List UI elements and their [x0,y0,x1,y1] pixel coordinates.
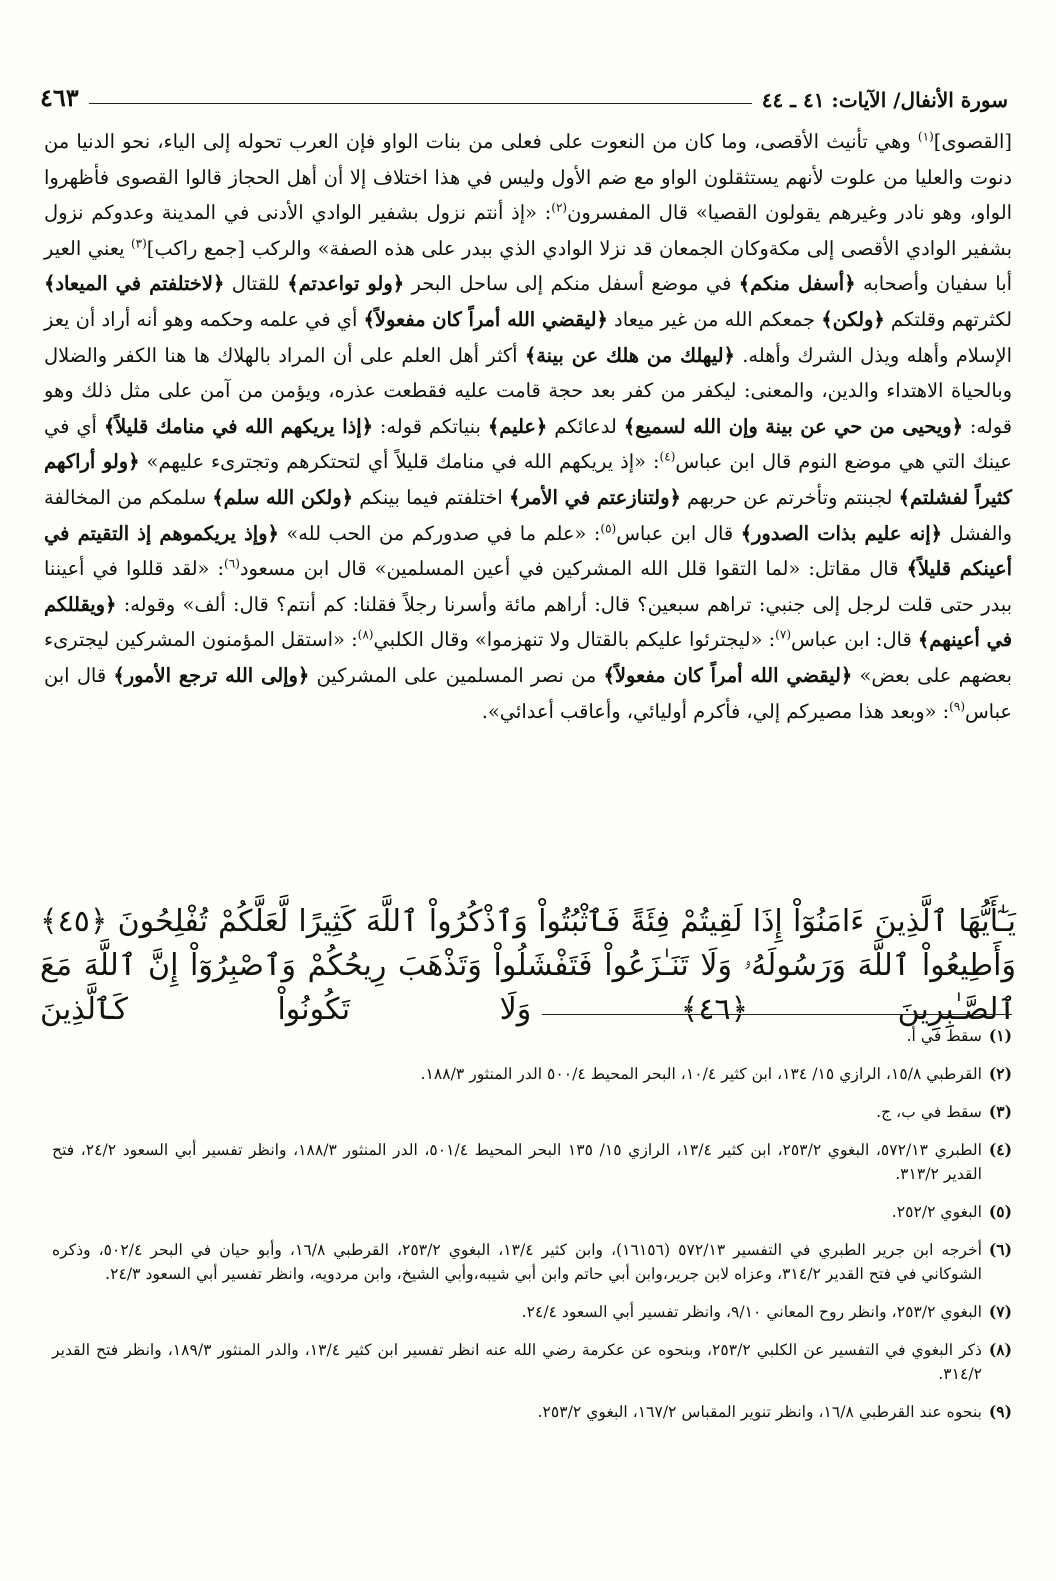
footnote [52,1062,1012,1086]
footnote-ref: (٦) [224,556,240,571]
quran-quote: ﴿ولتنازعتم في الأمر﴾ [508,485,681,509]
text-segment: جمعكم الله من غير ميعاد [607,307,822,331]
footnote [52,1200,1012,1224]
footnote-ref: (٢) [551,200,568,215]
quran-quote: ﴿ويحيى من حي عن بينة وإن الله لسميع﴾ [623,414,963,438]
text-segment: في موضع أسفل منكم إلى ساحل البحر [404,272,739,296]
text-segment: قال: ابن عباس [791,628,918,652]
commentary-paragraph [44,124,1012,729]
footnote-ref: (٣) [130,236,147,251]
footnote-number: (٦) [988,1240,1012,1259]
footnote-ref: (٥) [600,521,617,536]
footnote-separator [542,1014,1012,1015]
footnote-ref: (٨) [357,627,374,642]
footnote-ref: (٩) [949,699,965,714]
footnote-number: (٢) [988,1064,1012,1083]
footnote-ref: (٧) [775,627,791,642]
text-segment: : «لقد قللوا في أعيننا ببدر حتى قلت لرجل إلى جنبي: تراهم سبعين؟ قال: أراهم مائة وأسرنا رجلاً فقلنا: كم أنتم؟ قال: ألف» وقوله: [44,557,1012,616]
text-segment: : «وبعد هذا مصيركم إلي، فأكرم أوليائي، وأعاقب أعدائي». [481,699,950,723]
footnote [52,1338,1012,1386]
text-segment: للقتال [224,272,288,296]
text-segment: : «إذ أنتم نزول بشفير الوادي الأدنى في المدينة وعدوكم نزول بشفير الوادي الأقصى إلى مكةوكان الجمعان قد نزلا الوادي الذي ببدر على هذه الصفة» والركب [جمع راكب] [44,201,1012,260]
footnote [52,1400,1012,1424]
footnote-number: (٧) [988,1302,1012,1321]
text-segment: قال ابن عباس [44,663,1012,723]
footnote-text: سقط في ب، ج. [876,1103,982,1121]
text-segment: وهي تأنيث الأقصى، وما كان من النعوت على فعلى من بنات الواو فإن العرب تحوله إلى الياء، نحو الدنيا من دنوت والعليا من علوت لأنهم يستثقلون الواو مع ضم الأول وليس في هذا اختلاف إلا أن أهل الحجاز قالوا القصوى فأظهروا الواو، وهو نادر وغيرهم يقولون القصيا» قال المفسرون [44,130,1012,225]
text-segment: أي في علمه وحكمه وهو أنه أراد أن يعز الإسلام وأهله ويذل الشرك وأهله. [44,307,1012,367]
text-segment: سلمكم من المخالفة والفشل [44,485,1012,545]
footnote-text: الطبري ٥٧٢/١٣، البغوي ٢٥٣/٢، ابن كثير ١٣/٤، الرازي ١٥/ ١٣٥ البحر المحيط ٥٠١/٤، الدر المنثور ١٨٨/٣، وانظر تفسير أبي السعود ٢٤/٢، فتح القدير ٣١٣/٢. [52,1141,982,1183]
footnote-number: (٣) [988,1102,1012,1121]
page-number: ٤٦٣ [40,83,79,112]
quran-quote: ﴿ليقضي الله أمراً كان مفعولاً﴾ [603,663,853,687]
footnote-text: ذكر البغوي في التفسير عن الكلبي ٢٥٣/٢، وبنحوه عن عكرمة رضي الله عنه انظر تفسير ابن كثير ١٣/٤، والدر المنثور ١٨٩/٣، وانظر فتح القدير ٣١٤/٢. [52,1341,982,1383]
footnote-ref: (١) [917,129,934,144]
footnote-text: البغوي ٢٥٣/٢، وانظر روح المعاني ٩/١٠، وانظر تفسير أبي السعود ٢٤/٤. [521,1303,982,1321]
footnote-number: (٩) [988,1402,1012,1421]
footnote [52,1138,1012,1186]
text-segment: لجبنتم وتأخرتم عن حربهم [680,485,899,509]
quran-quote: ﴿ولكن الله سلم﴾ [212,485,354,509]
quran-verse: يَـٰٓأَيُّهَا ٱلَّذِينَ ءَامَنُوٓاْ إِذَا لَقِيتُمْ فِئَةً فَٱثْبُتُواْ وَٱذْكُرُواْ ٱللَّهَ كَثِيرًا لَّعَلَّكُمْ تُفْلِحُونَ ﴿٤٥﴾ وَأَطِيعُواْ ٱللَّهَ وَرَسُولَهُۥ وَلَا تَنَـٰزَعُواْ فَتَفْشَلُواْ وَتَذْهَبَ رِيحُكُمْ وَٱصْبِرُوٓاْ إِنَّ ٱللَّهَ مَعَ ٱلصَّـٰبِرِينَ ﴿٤٦﴾ وَلَا تَكُونُواْ كَٱلَّذِينَ [40,904,1016,1027]
footnote [52,1300,1012,1324]
quran-quote: ﴿لاختلفتم في الميعاد﴾ [44,272,225,296]
text-segment: لكثرتهم وقلتكم [884,307,1012,331]
footnote [52,1024,1012,1048]
footnote-text: البغوي ٢٥٢/٢. [891,1203,982,1221]
text-segment: : «إذ يريكهم الله في منامك قليلاً أي لتحتكرهم وتجترىء عليهم» [139,450,660,474]
text-segment: : «ليجترئوا عليكم بالقتال ولا تنهزموا» وقال الكلبي [373,628,776,652]
footnotes [52,1024,1012,1438]
footnote-number: (٨) [988,1340,1012,1359]
text-segment: بنياتكم قوله: [372,414,488,438]
footnote-number: (٤) [988,1140,1012,1159]
footnote-number: (١) [988,1026,1012,1045]
quran-quote: ﴿وإذ يريكموهم إذ التقيتم في أعينكم قليلاً﴾ [44,521,1013,581]
quran-quote: ﴿وإلى الله ترجع الأمور﴾ [113,663,310,687]
running-header [40,78,1008,112]
quran-quote: ﴿ليهلك من هلك عن بينة﴾ [524,343,735,367]
header-rule [89,103,752,104]
commentary-text [44,124,1012,729]
footnote-number: (٥) [988,1202,1012,1221]
footnote-text: أخرجه ابن جرير الطبري في التفسير ٥٧٢/١٣ (١٦١٥٦)، وابن كثير ١٣/٤، البغوي ٢٥٣/٢، القرطبي ١٦/٨، وأبو حيان في البحر ٥٠٢/٤، وذكره الشوكاني في فتح القدير ٣١٤/٢، وعزاه لابن جرير،وابن أبي حاتم وابن أبي شيبه،وأبي الشيخ، وابن مردويه، وانظر تفسير أبي السعود ٢٤/٣. [52,1241,982,1283]
footnote-text: القرطبي ١٥/٨، الرازي ١٥/ ١٣٤، ابن كثير ١٠/٤، البحر المحيط ٥٠٠/٤ الدر المنثور ١٨٨/٣. [420,1065,982,1083]
footnote-text: سقط في أ. [906,1027,982,1045]
text-segment: قال ابن عباس [616,521,741,545]
text-segment: يعني العير أبا سفيان وأصحابه [44,236,1012,296]
footnote [52,1238,1012,1286]
quran-quote: ﴿ليقضي الله أمراً كان مفعولاً﴾ [363,307,608,331]
text-segment: لدعائكم [547,414,624,438]
quran-quote: ﴿ولكن﴾ [821,307,885,331]
text-segment: [القصوى] [933,130,1012,153]
quran-quote: ﴿ويقللكم في أعينهم﴾ [44,592,1012,652]
footnote-text: بنحوه عند القرطبي ١٦/٨، وانظر تنوير المقباس ١٦٧/٢، البغوي ٢٥٣/٢. [537,1403,982,1421]
quran-quote: ﴿ولو أراكهم كثيراً لفشلتم﴾ [44,450,1012,509]
quran-quote: ﴿أسفل منكم﴾ [738,272,856,296]
quran-quote: ﴿ولو تواعدتم﴾ [287,272,405,296]
footnote [52,1100,1012,1124]
quran-quote: ﴿عليم﴾ [487,414,548,438]
text-segment: أي في عينك التي هي موضع النوم قال ابن عباس [44,414,1012,474]
quran-quote: ﴿إنه عليم بذات الصدور﴾ [740,521,942,545]
text-segment: اختلفتم فيما بينكم [353,485,509,509]
text-segment: أكثر أهل العلم على أن المراد بالهلاك ها هنا الكفر والضلال وبالحياة الاهتداء والدين، والمعنى: ليكفر من كفر بعد حجة قامت عليه فقطعت عذره، ويؤمن من آمن على مثل ذلك وهو قوله: [44,343,1012,438]
text-segment: : «استقل المؤمنون المشركين ليجترىء بعضهم على بعض» [44,628,1012,687]
footnote-ref: (٤) [659,449,676,464]
text-segment: قال مقاتل: «لما التقوا قلل الله المشركين في أعين المسلمين» قال ابن مسعود [239,557,907,581]
text-segment: من نصر المسلمين على المشركين [309,663,604,687]
header-title: سورة الأنفال/ الآيات: ٤١ ـ ٤٤ [761,88,1008,112]
text-segment: : «علم ما في صدوركم من الحب لله» [278,521,601,545]
quran-quote: ﴿إذا يريكهم الله في منامك قليلاً﴾ [103,414,373,438]
